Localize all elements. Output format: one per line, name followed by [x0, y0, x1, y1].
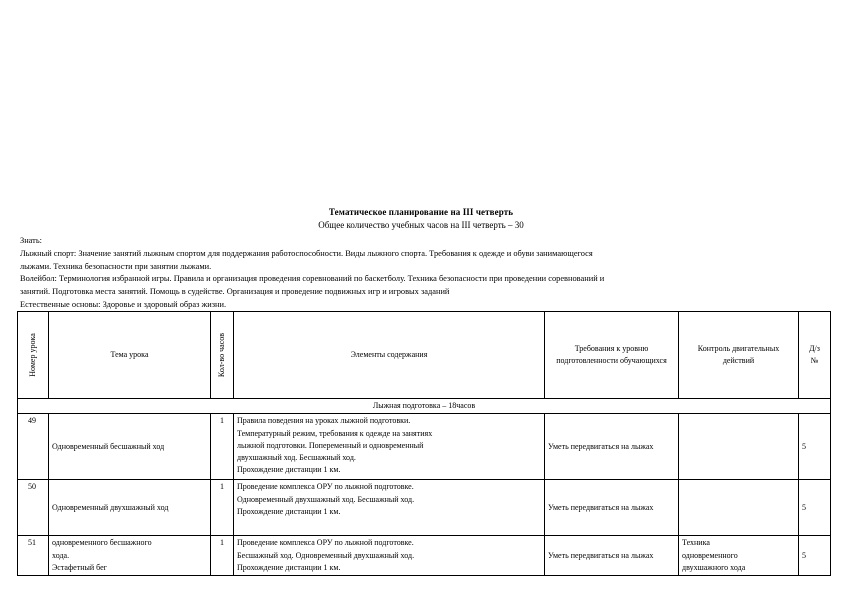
element-line: Одновременный двухшажный ход. Бесшажный ход.: [237, 494, 415, 504]
intro-line: Лыжный спорт: Значение занятий лыжным спортом для поддержания работоспособности. Виды лыжного спорта. Требования к одежде и обуви занимающегося: [20, 248, 593, 258]
intro-text: [20, 235, 810, 312]
intro-line: занятий. Подготовка места занятий. Помощь в судействе. Организация и проведение подвижных игр и игровых заданий: [20, 287, 450, 297]
header-requirements: Требования к уровню подготовленности обучающихся: [545, 312, 679, 399]
lesson-elements: [234, 480, 545, 536]
element-line: Прохождение дистанции 1 км.: [237, 465, 341, 475]
header-topic: Тема урока: [49, 312, 211, 399]
element-line: Проведение комплекса ОРУ по лыжной подготовке.: [237, 538, 414, 548]
lesson-topic: Одновременный двухшажный ход: [49, 480, 211, 536]
lesson-topic: [49, 536, 211, 576]
lesson-control: [679, 480, 799, 536]
control-line: двухшажного хода: [682, 562, 746, 572]
lesson-number: 50: [18, 480, 49, 536]
lesson-control: [679, 536, 799, 576]
lesson-requirements: Уметь передвигаться на лыжах: [545, 536, 679, 576]
intro-line: Волейбол: Терминология избранной игры. Правила и организация проведения соревнований по баскетболу. Техника безопасности при проведении соревнований и: [20, 274, 605, 284]
lesson-homework: 5: [799, 536, 831, 576]
lesson-topic: Одновременный бесшажный ход: [49, 414, 211, 480]
header-hours-label: Кол-во часов: [216, 332, 226, 378]
element-line: Температурный режим, требования к одежде на занятиях: [237, 428, 433, 438]
header-number: [18, 312, 49, 399]
lesson-requirements: Уметь передвигаться на лыжах: [545, 414, 679, 480]
lesson-elements: [234, 536, 545, 576]
lesson-control: [679, 414, 799, 480]
element-line: Правила поведения на уроках лыжной подготовки.: [237, 416, 411, 426]
lesson-homework: 5: [799, 414, 831, 480]
element-line: двухшажный ход. Бесшажный ход.: [237, 453, 356, 463]
element-line: Прохождение дистанции 1 км.: [237, 562, 341, 572]
intro-line: Естественные основы: Здоровье и здоровый образ жизни.: [20, 299, 227, 309]
topic-line: хода.: [52, 550, 70, 560]
lesson-hours: 1: [211, 480, 234, 536]
header-homework-line2: №: [810, 356, 819, 365]
header-number-label: Номер урока: [27, 333, 37, 377]
lesson-number: 51: [18, 536, 49, 576]
section-title: Лыжная подготовка – 18часов: [18, 399, 831, 414]
page-title: Тематическое планирование на III четверть: [328, 207, 514, 217]
element-line: Прохождение дистанции 1 км.: [237, 506, 341, 516]
element-line: Бесшажный ход. Одновременный двухшажный ход.: [237, 550, 415, 560]
header-hours: [211, 312, 234, 399]
page-subtitle: Общее количество учебных часов на III четверть – 30: [318, 220, 524, 230]
element-line: Проведение комплекса ОРУ по лыжной подготовке.: [237, 482, 414, 492]
header-homework-line1: Д/з: [809, 343, 820, 353]
header-homework: [799, 312, 831, 399]
table-row: [18, 536, 831, 576]
header-control: Контроль двигательных действий: [679, 312, 799, 399]
section-row: [18, 399, 831, 414]
lesson-homework: 5: [799, 480, 831, 536]
lesson-hours: 1: [211, 414, 234, 480]
lesson-elements: [234, 414, 545, 480]
lesson-hours: 1: [211, 536, 234, 576]
lesson-plan-table: [17, 311, 831, 576]
lesson-requirements: Уметь передвигаться на лыжах: [545, 480, 679, 536]
element-line: лыжной подготовки. Попеременный и одновременный: [237, 440, 424, 450]
table-row: [18, 480, 831, 536]
header-elements: Элементы содержания: [234, 312, 545, 399]
topic-line: Эстафетный бег: [52, 562, 107, 572]
table-header-row: [18, 312, 831, 399]
control-line: одновременного: [682, 550, 738, 560]
table-row: [18, 414, 831, 480]
intro-line: Знать:: [20, 236, 42, 245]
topic-line: одновременного бесшажного: [52, 538, 152, 548]
intro-line: лыжами. Техника безопасности при занятии лыжами.: [20, 261, 212, 271]
lesson-number: 49: [18, 414, 49, 480]
control-line: Техника: [682, 538, 710, 548]
